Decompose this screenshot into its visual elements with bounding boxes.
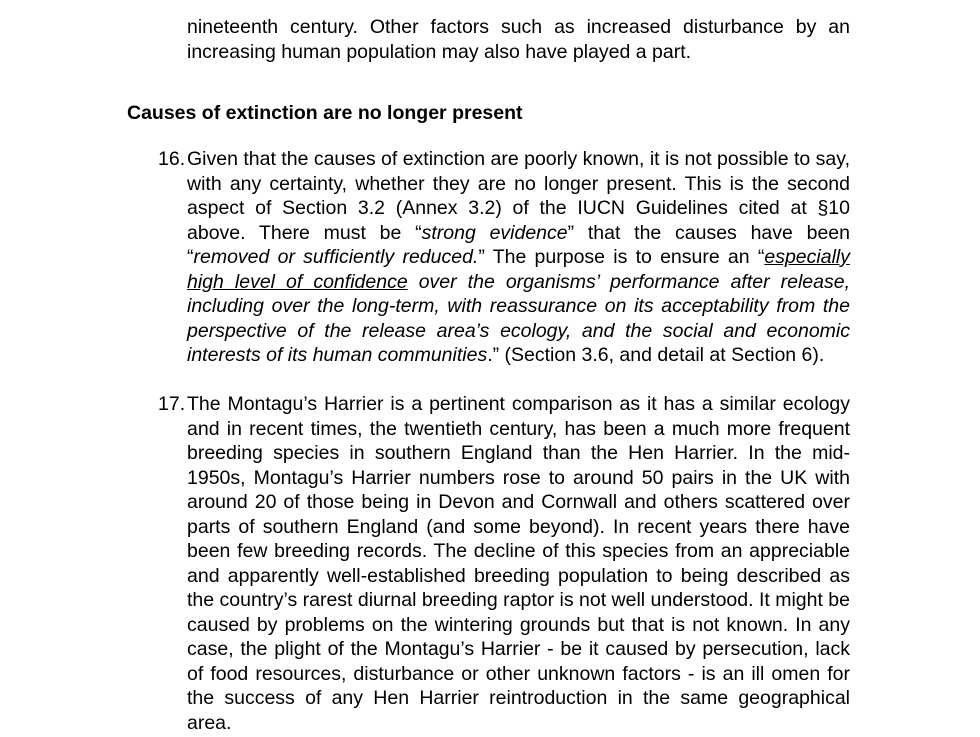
numbered-paragraph-16 <box>158 147 850 368</box>
quote-high-confidence: especially high level of confidence <box>187 246 850 293</box>
quote-removed-reduced: removed or sufficiently reduced. <box>193 246 479 268</box>
quote-organisms-performance: over the organisms’ performance after release, including over the long-term, with reassurance on its acceptability from the perspective of the release area’s ecology, and the social and economic interests of its human communities <box>187 270 850 366</box>
paragraph-text: ” that the causes have been “ <box>187 221 850 268</box>
paragraph-body: The Montagu’s Harrier is a pertinent comparison as it has a similar ecology and in recent times, the twentieth century, has been a much more frequent breeding species in southern England than the Hen Harrier. In the mid-1950s, Montagu’s Harrier numbers rose to around 50 pairs in the UK with around 20 of those being in Devon and Cornwall and others scattered over parts of southern England (and some beyond). In recent years there have been few breeding records. The decline of this species from an appreciable and apparently well-established breeding population to being described as the country’s rarest diurnal breeding raptor is not well understood. It might be caused by problems on the wintering grounds but that is not known. In any case, the plight of the Montagu’s Harrier - be it caused by persecution, lack of food resources, disturbance or other unknown factors - is an ill omen for the success of any Hen Harrier reintroduction in the same geographical area. <box>187 393 850 734</box>
quote-strong-evidence: strong evidence <box>421 221 568 244</box>
paragraph-text: .” (Section 3.6, and detail at Section 6). <box>487 344 825 366</box>
section-heading: Causes of extinction are no longer present <box>127 102 523 124</box>
paragraph-text: ” The purpose is to ensure an “ <box>478 246 765 268</box>
numbered-paragraph-17 <box>158 392 850 735</box>
paragraph-number: 17. <box>158 393 186 415</box>
paragraph-number: 16. <box>158 148 186 170</box>
paragraph-text: Given that the causes of extinction are poorly known, it is not possible to say, with any certainty, whether they are no longer present. This is the second aspect of Section 3.2 (Annex 3.2) of the IUCN Guidelines cited at §10 above. There must be “ <box>187 148 850 244</box>
intro-paragraph: nineteenth century. Other factors such as increased disturbance by an increasing human population may also have played a part. <box>187 16 850 63</box>
paragraph-body <box>187 147 850 368</box>
